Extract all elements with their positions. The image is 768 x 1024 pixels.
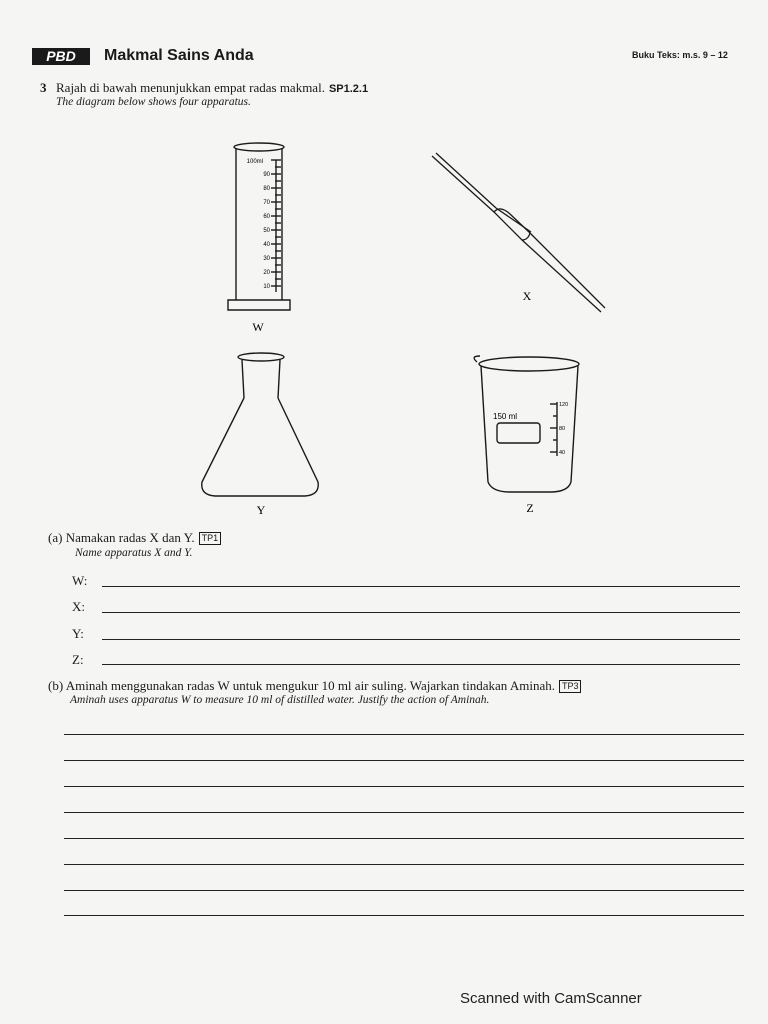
part-a-tp-badge: TP1 [199,532,222,545]
w-scale-label: 50 [263,228,270,234]
w-scale-label: 70 [263,200,270,206]
writing-line[interactable] [64,838,744,839]
part-a-question [48,530,221,546]
answer-label-w: W: [72,573,88,588]
part-a-text-malay: Namakan radas X dan Y. [65,530,195,545]
w-scale-label: 90 [263,172,270,178]
answer-label-y: Y: [72,626,84,641]
w-scale-label: 40 [263,242,270,248]
w-scale-label: 30 [263,256,270,262]
part-a-label: (a) [48,530,63,545]
part-b-text-malay: Aminah menggunakan radas W untuk mengukur 10 ml air suling. Wajarkan tindakan Aminah. [65,678,555,693]
question-text-english: The diagram below shows four apparatus. [56,96,251,108]
w-scale-label: 80 [263,186,270,192]
z-volume-mark: 150 ml [493,412,518,421]
part-b-question [48,678,581,694]
scanner-watermark: Scanned with CamScanner [460,990,642,1007]
answer-label-z: Z: [72,652,84,667]
question-text-malay-body: Rajah di bawah menunjukkan empat radas makmal. [56,80,325,95]
z-scale-label: 40 [559,450,566,456]
part-b-tp-badge: TP3 [559,680,582,693]
measuring-cylinder-w [228,143,290,310]
label-z: Z [526,501,534,515]
answer-line-x[interactable] [102,612,740,613]
question-number: 3 [40,80,47,95]
pipette-x [432,153,605,312]
part-a-text-english: Name apparatus X and Y. [75,547,193,559]
section-title: Makmal Sains Anda [104,47,254,64]
part-b-text-english: Aminah uses apparatus W to measure 10 ml of distilled water. Justify the action of Aminah. [70,694,490,706]
writing-line[interactable] [64,812,744,813]
w-scale-label: 20 [263,270,270,276]
answer-label-x: X: [72,599,85,614]
textbook-reference: Buku Teks: m.s. 9 – 12 [632,50,728,60]
z-scale-label: 120 [559,402,569,408]
writing-line[interactable] [64,734,744,735]
answer-line-z[interactable] [102,664,740,665]
writing-line[interactable] [64,760,744,761]
beaker-z [474,356,579,492]
label-x: X [522,289,532,303]
part-b-label: (b) [48,678,64,693]
pbd-badge: PBD [32,48,90,65]
writing-line[interactable] [64,864,744,865]
writing-line[interactable] [64,786,744,787]
answer-line-y[interactable] [102,639,740,640]
label-w: W [252,320,264,334]
z-scale-label: 80 [559,426,566,432]
label-y: Y [256,503,266,517]
w-scale-label: 10 [263,284,270,290]
w-scale-label: 60 [263,214,270,220]
answer-line-w[interactable] [102,586,740,587]
writing-line[interactable] [64,890,744,891]
conical-flask-y [202,353,318,496]
question-code: SP1.2.1 [328,83,369,95]
writing-line[interactable] [64,915,744,916]
w-scale-top: 100ml [246,159,263,165]
